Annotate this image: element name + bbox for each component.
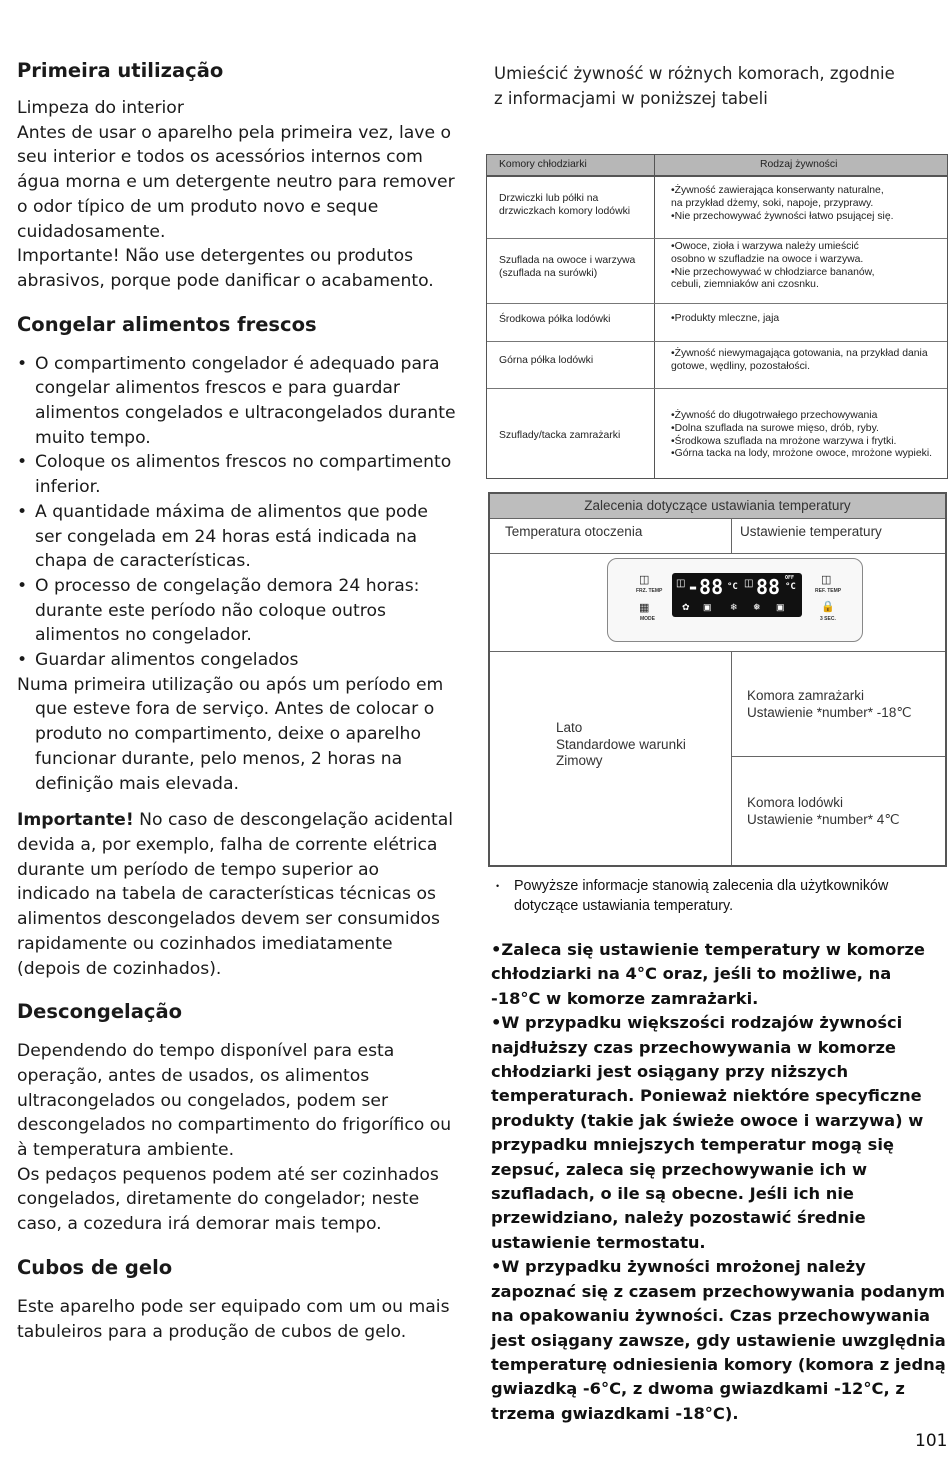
heading-congelar: Congelar alimentos frescos [17,312,317,336]
ref-temp-icon: ◫ [821,574,832,586]
fridge-setting: Ustawienie *number* 4℃ [747,811,900,827]
recommendation-2: •W przypadku większości rodzajów żywności najdłuższy czas przechowywania w komorze chłodziarki jest osiągany przy niższych temperaturach. Ponieważ niektóre specyficzne produkty (takie jak świeże owoce i warzywa) w przypadku mniejszych temperatur mogą się zepsuć, zaleca się przechowywanie ich w szufladach, o ile są obecne. Jeśli ich nie przewidziano, należy pozostawić średnie ustawienie termostatu. [491,1013,924,1252]
eco-icon: ✿ [682,602,690,612]
row-divider [487,238,947,239]
importante-paragraph [17,808,457,981]
limpeza-text: Antes de usar o aparelho pela primeira vez, lave o seu interior e todos os acessórios internos com água morna e um detergente neutro para remover o odor típico de um produto novo e seque cuidadosamente. [17,122,455,242]
fridge-label: Komora lodówki [747,795,844,810]
intro-line: z informacjami w poniższej tabeli [494,88,768,108]
temperature-table [488,492,947,867]
freezer-temp-readout: 88 [756,575,781,599]
frz-temp-label: FRZ. TEMP [636,588,663,594]
row-food [671,348,941,374]
header-compartments: Komory chłodziarki [499,159,587,170]
limpeza-importante: Importante! Não use detergentes ou produtos abrasivos, porque pode danificar o acabamento. [17,246,434,291]
importante-text: No caso de descongelação acidental devida a, por exemplo, falha de corrente elétrica durante um período de tempo superior ao indicado na tabela de características técnicas os alimentos descongelados devem ser consumidos rapidamente ou cozinhados imediatamente (depois de cozinhados). [17,810,454,979]
row-divider [487,303,947,304]
mode-label: MODE [640,616,655,622]
body-col-divider [731,651,732,865]
limpeza-title: Limpeza do interior [17,98,184,118]
storage-table-header [487,155,947,177]
cubos-text: Este aparelho pode ser equipado com um ou mais tabuleiros para a produção de cubos de gelo. [17,1296,450,1342]
recommendations [491,938,946,1426]
lock-label: 3 SEC. [820,616,836,622]
heading-descongelacao: Descongelação [17,1000,182,1024]
descong-p2: Os pedaços pequenos podem até ser cozinhados congelados, diretamente do congelador; neste caso, a cozedura irá demorar mais tempo. [17,1164,439,1235]
lcd-screen [672,573,802,617]
food-line: •Żywność do długotrwałego przechowywania [671,410,878,421]
fridge-temp-readout: -88 [687,575,724,599]
super-cool-icon: ❄ [730,602,738,612]
control-panel-display [607,558,863,642]
header-food-type: Rodzaj żywności [760,159,838,170]
heading-primeira-utilizacao: Primeira utilização [17,59,224,82]
header-setting: Ustawienie temperatury [740,524,882,539]
setting-divider [731,756,945,757]
food-line: •Nie przechowywać w chłodziarce bananów, [671,266,875,278]
food-line: osobno w szufladzie na owoce i warzywa. [671,253,864,265]
descong-p1: Dependendo do tempo disponível para esta operação, antes de usados, os alimentos ultracongelados ou congelados, podem ser descongelados no compartimento do frigorífico ou à temperatura ambiente. [17,1041,452,1161]
freezer-setting-cell [747,688,912,721]
row-compartment: Górna półka lodówki [499,355,594,366]
food-line: •Żywność zawierająca konserwanty naturalne, [671,185,884,196]
ambient-conditions [556,720,686,770]
freezer-label: Komora zamrażarki [747,688,865,703]
freezer-setting: Ustawienie *number* -18℃ [747,704,912,720]
fridge-icon: ◫ [639,574,650,586]
recommendation-1: •Zaleca się ustawienie temperatury w komorze chłodziarki na 4°C oraz, jeśli to możliwe, na -18°C w komorze zamrażarki. [491,940,925,1008]
lock-icon: 🔒 [821,601,835,613]
title-divider [490,518,945,519]
intro-text [494,62,914,111]
heading-cubos: Cubos de gelo [17,1255,173,1279]
ref-temp-label: REF. TEMP [815,588,842,594]
header-divider [490,553,945,554]
food-line: •Środkowa szuflada na mrożone warzywa i frytki. [671,435,897,447]
list-item: • O processo de congelação demora 24 horas: durante este período não coloque outros alimentos no congelador. [17,574,457,648]
fridge-unit: °C [727,582,738,592]
fridge-setting-cell [747,795,899,828]
row-divider [487,388,947,389]
storage-table [486,154,948,479]
page-number: 101 [915,1431,948,1451]
note-bullet: • [496,881,500,891]
header-ambient: Temperatura otoczenia [505,524,643,539]
guardar-text: Numa primeira utilização ou após um período em que esteve fora de serviço. Antes de colocar o produto no compartimento, deixe o aparelho funcionar durante, pelo menos, 2 horas na definição mais elevada. [17,674,444,794]
row-compartment: Szuflada na owoce i warzywa (szuflada na surówki) [499,255,636,279]
off-label: OFF [785,575,795,581]
fridge-indicator-icon: ◫ [676,578,686,589]
temperature-table-title: Zalecenia dotyczące ustawiania temperatury [490,494,945,518]
left-column [17,56,457,1344]
row-food [671,410,941,461]
food-line: •Owoce, zioła i warzywa należy umieścić [671,241,859,252]
header-col-divider [731,518,732,554]
ambient-summer: Lato [556,720,583,735]
ambient-winter: Zimowy [556,753,603,768]
super-freeze-icon: ❅ [753,602,761,612]
child-lock-icon: ▣ [776,602,785,612]
temperature-note [496,876,941,916]
freezer-indicator-icon: ◫ [744,578,754,589]
congelar-list [17,352,457,673]
food-line: •Żywność niewymagająca gotowania, na przykład dania [671,348,928,359]
list-item: • Guardar alimentos congelados [17,648,457,673]
food-line: na przykład dżemy, soki, napoje, przyprawy. [671,197,874,209]
food-line: gotowe, wędliny, pozostałości. [671,360,810,372]
row-compartment: Szuflady/tacka zamrażarki [499,430,621,441]
column-divider [654,155,655,478]
food-line: cebuli, ziemniaków ani czosnku. [671,279,819,291]
row-food [671,241,941,292]
food-line: •Produkty mleczne, jaja [671,313,780,324]
food-line: •Górna tacka na lody, mrożone owoce, mrożone wypieki. [671,448,933,460]
note-text: Powyższe informacje stanowią zalecenia dla użytkowników dotyczące ustawiania temperatury. [514,878,889,914]
list-item: • A quantidade máxima de alimentos que pode ser congelada em 24 horas está indicada na chapa de características. [17,500,457,574]
row-compartment: Drzwiczki lub półki na drzwiczkach komory lodówki [499,193,631,217]
display-divider [490,651,945,652]
food-line: •Nie przechowywać żywności łatwo psującej się. [671,210,894,222]
row-food [671,185,941,223]
mode-icon: ▦ [639,602,650,614]
row-compartment: Środkowa półka lodówki [499,314,611,325]
list-item: • O compartimento congelador é adequado para congelar alimentos frescos e para guardar alimentos congelados e ultracongelados durante muito tempo. [17,352,457,451]
food-line: •Dolna szuflada na surowe mięso, drób, ryby. [671,422,879,434]
row-divider [487,341,947,342]
importante-label: Importante! [17,810,134,831]
recommendation-3: •W przypadku żywności mrożonej należy zapoznać się z czasem przechowywania podanym na opakowaniu żywności. Czas przechowywania jest osiągany zawsze, gdy ustawienie uwzględnia temperaturę odniesienia komory (komora z jedną gwiazdką -6°C, z dwoma gwiazdkami -12°C, z trzema gwiazdkami -18°C). [491,1257,946,1423]
list-item: • Coloque os alimentos frescos no compartimento inferior. [17,450,457,499]
freezer-unit: °C [785,582,796,592]
row-food [671,313,941,326]
ambient-standard: Standardowe warunki [556,736,686,752]
vacation-icon: ▣ [703,602,712,612]
intro-line: Umieścić żywność w różnych komorach, zgodnie [494,64,895,83]
